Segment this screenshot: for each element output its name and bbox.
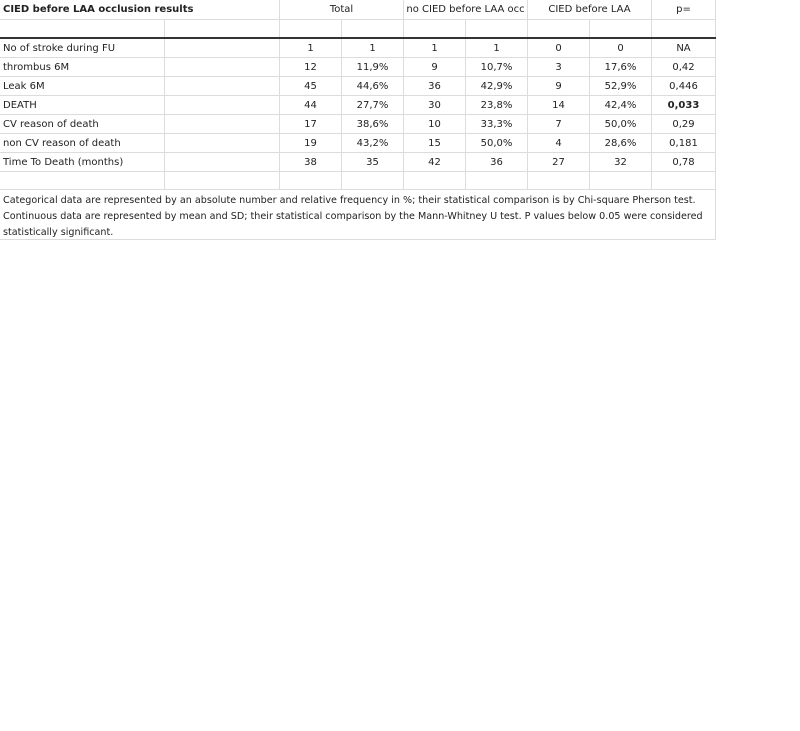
- no-cied-count: 36: [404, 77, 466, 95]
- header-p: p=: [652, 0, 716, 19]
- no-cied-count: 15: [404, 134, 466, 152]
- no-cied-value: 50,0%: [466, 134, 528, 152]
- no-cied-value: 10,7%: [466, 58, 528, 76]
- empty-cell: [165, 115, 280, 133]
- total-count: 44: [280, 96, 342, 114]
- cied-value: 42,4%: [590, 96, 652, 114]
- cied-value: 28,6%: [590, 134, 652, 152]
- total-value: 27,7%: [342, 96, 404, 114]
- total-value: 35: [342, 153, 404, 171]
- empty-cell: [165, 20, 280, 37]
- no-cied-value: 1: [466, 39, 528, 57]
- empty-cell: [652, 172, 716, 189]
- p-value: 0,78: [652, 153, 716, 171]
- p-value: 0,42: [652, 58, 716, 76]
- empty-cell: [165, 58, 280, 76]
- footnote-line: statistically significant.: [3, 227, 114, 238]
- row-label: Leak 6M: [0, 77, 165, 95]
- no-cied-count: 10: [404, 115, 466, 133]
- total-count: 1: [280, 39, 342, 57]
- table-row: [0, 115, 716, 134]
- cied-count: 3: [528, 58, 590, 76]
- no-cied-count: 1: [404, 39, 466, 57]
- total-value: 43,2%: [342, 134, 404, 152]
- empty-cell: [280, 172, 342, 189]
- no-cied-count: 9: [404, 58, 466, 76]
- p-value: 0,446: [652, 77, 716, 95]
- empty-cell: [590, 20, 652, 37]
- cied-value: 0: [590, 39, 652, 57]
- cied-count: 27: [528, 153, 590, 171]
- table-title: CIED before LAA occlusion results: [0, 0, 280, 19]
- empty-cell: [342, 20, 404, 37]
- no-cied-count: 42: [404, 153, 466, 171]
- row-label: No of stroke during FU: [0, 39, 165, 57]
- total-count: 17: [280, 115, 342, 133]
- cied-value: 52,9%: [590, 77, 652, 95]
- total-count: 12: [280, 58, 342, 76]
- cied-value: 32: [590, 153, 652, 171]
- empty-cell: [466, 20, 528, 37]
- empty-cell: [165, 134, 280, 152]
- total-value: 38,6%: [342, 115, 404, 133]
- no-cied-value: 36: [466, 153, 528, 171]
- empty-cell: [404, 172, 466, 189]
- cied-count: 9: [528, 77, 590, 95]
- empty-cell: [528, 172, 590, 189]
- footnote-line: Continuous data are represented by mean and SD; their statistical comparison by the Mann-Whitney U test. P values below 0.05 were considered: [3, 211, 703, 222]
- table-row: [0, 77, 716, 96]
- empty-cell: [528, 20, 590, 37]
- header-cied: CIED before LAA: [528, 0, 652, 19]
- table-row: [0, 96, 716, 115]
- empty-cell: [590, 172, 652, 189]
- empty-cell: [466, 172, 528, 189]
- no-cied-count: 30: [404, 96, 466, 114]
- empty-cell: [0, 20, 165, 37]
- empty-cell: [165, 96, 280, 114]
- empty-cell: [165, 39, 280, 57]
- empty-cell: [165, 172, 280, 189]
- results-table: [0, 0, 716, 240]
- empty-cell: [165, 153, 280, 171]
- cied-count: 14: [528, 96, 590, 114]
- empty-cell: [342, 172, 404, 189]
- p-value: NA: [652, 39, 716, 57]
- total-count: 45: [280, 77, 342, 95]
- total-count: 38: [280, 153, 342, 171]
- total-value: 44,6%: [342, 77, 404, 95]
- no-cied-value: 42,9%: [466, 77, 528, 95]
- empty-cell: [280, 20, 342, 37]
- table-footnote: [0, 190, 716, 240]
- p-value: 0,033: [652, 96, 716, 114]
- cied-value: 50,0%: [590, 115, 652, 133]
- p-value: 0,29: [652, 115, 716, 133]
- table-row: [0, 153, 716, 172]
- total-value: 11,9%: [342, 58, 404, 76]
- table-row: [0, 39, 716, 58]
- row-label: CV reason of death: [0, 115, 165, 133]
- cied-count: 4: [528, 134, 590, 152]
- row-label: thrombus 6M: [0, 58, 165, 76]
- table-row: [0, 134, 716, 153]
- p-value: 0,181: [652, 134, 716, 152]
- empty-cell: [0, 172, 165, 189]
- row-label: non CV reason of death: [0, 134, 165, 152]
- no-cied-value: 23,8%: [466, 96, 528, 114]
- row-label: DEATH: [0, 96, 165, 114]
- header-row: [0, 0, 716, 20]
- header-no-cied: no CIED before LAA occ: [404, 0, 528, 19]
- no-cied-value: 33,3%: [466, 115, 528, 133]
- header-total: Total: [280, 0, 404, 19]
- empty-cell: [404, 20, 466, 37]
- row-label: Time To Death (months): [0, 153, 165, 171]
- table-row: [0, 58, 716, 77]
- empty-cell: [652, 20, 716, 37]
- total-count: 19: [280, 134, 342, 152]
- cied-count: 7: [528, 115, 590, 133]
- cied-value: 17,6%: [590, 58, 652, 76]
- total-value: 1: [342, 39, 404, 57]
- cied-count: 0: [528, 39, 590, 57]
- footnote-line: Categorical data are represented by an absolute number and relative frequency in %; their statistical comparison is by Chi-square Pherson test.: [3, 195, 696, 206]
- empty-cell: [165, 77, 280, 95]
- spacer-row: [0, 172, 716, 190]
- data-rows: [0, 39, 716, 172]
- subheader-row: [0, 20, 716, 39]
